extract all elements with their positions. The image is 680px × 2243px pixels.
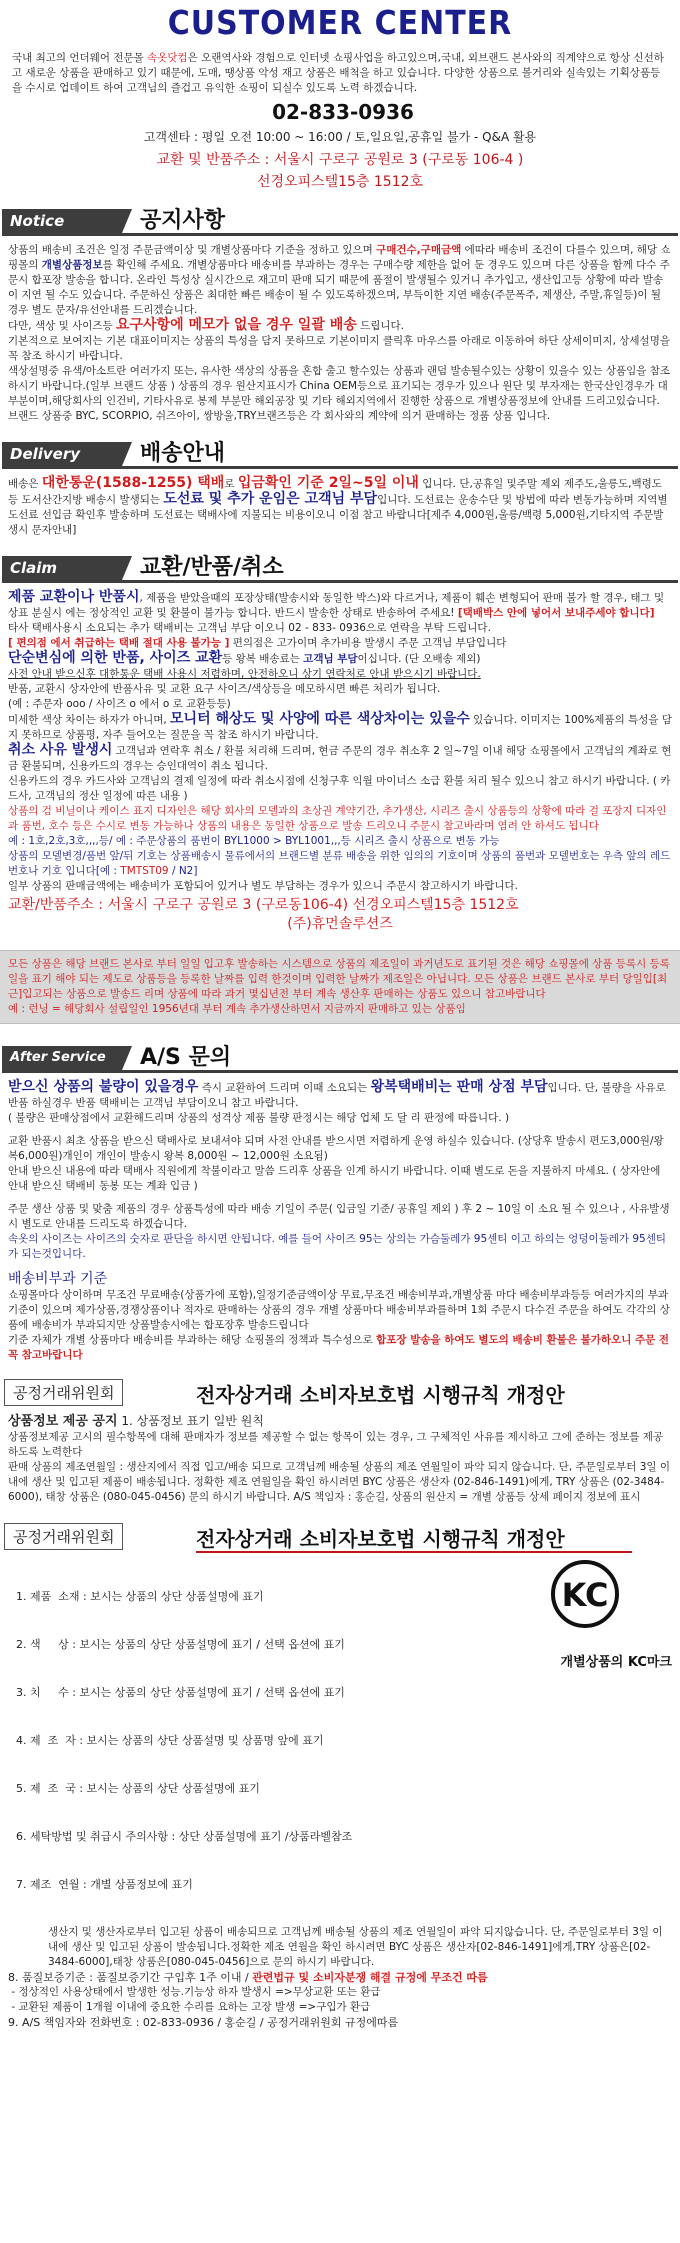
- intro-post: 은 오랜역사와 경험으로 인터넷 쇼핑사업을 하고있으며,국내, 외브랜드 본사와의 직계약으로 항상 신선하고 새로운 상품을 판매하고 있기 때문에, 도매, 땡상품 악성 재고 상품은 배척을 하고 있습니다. 다양한 상품으로 볼거리와 실속있는 기획상품등을 수시로 업데이트 하여 고객님의 즐겁고 유익한 쇼핑이 되실수 있도록 노력 하겠습니다.: [12, 52, 664, 94]
- notice-paragraph-2: [8, 318, 672, 334]
- intro-brand: 속옷닷컴: [147, 52, 188, 64]
- ft2-item-9: 9. A/S 책임자와 전화번호 : 02-833-0936 / 홍순길 / 공정거래위원회 규정에따름: [8, 2016, 399, 2029]
- ft2-item-8a: 8. 품질보증기준 : 품질보증기간 구입후 1주 이내 /: [8, 1971, 253, 1984]
- notice-p2b: 요구사항에 메모가 없을 경우 일괄 배송: [115, 317, 357, 333]
- notice-p2c: 드립니다.: [356, 320, 404, 332]
- delivery-p1e: 입니다. 단,공휴일 및주말 제외 제주도,울릉도,백령도등 도서산간지방 배송시 발생되는: [8, 478, 662, 506]
- delivery-extra-fee: 도선료 및 추가 운임은 고객님 부담: [163, 491, 378, 507]
- delivery-heading: [0, 430, 680, 472]
- as-content: [0, 1076, 680, 1369]
- claim-paragraph-2: 타사 택배사용시 소요되는 추가 택배비는 고객님 부담 이오니 02 - 833- 0936으로 연락을 부탁 드립니다.: [8, 622, 491, 634]
- delivery-p1a: 배송은: [8, 478, 42, 490]
- hours-text: 평일 오전 10:00 ~ 16:00 / 토,일요일,공휴일 불가 - Q&A 활용: [201, 130, 537, 144]
- claim-p9b: 고객님과 연락후 취소 / 환불 처리해 드리며, 현금 주문의 경우 취소후 2 일~7일 이내 해당 쇼핑몰에서 고객님의 계좌로 현금 환불되며, 신용카드의 경우는 승인대역이 취소 됩니다.: [8, 745, 672, 772]
- notice-content: [0, 239, 680, 430]
- claim-paragraph-4: [8, 651, 672, 667]
- claim-paragraph-13: [8, 849, 672, 879]
- delivery-divider: [2, 466, 678, 469]
- ft2-item-8-line-1: - 정상적인 사용상태에서 발생한 성능.기능상 하자 발생시 =>무상교환 또는 환급: [8, 1986, 381, 1998]
- ft1-sub2: 1. 상품정보 표기 일반 원칙: [117, 1414, 264, 1428]
- fair-trade-title-2: 전자상거래 소비자보호법 시행규칙 개정안: [196, 1527, 565, 1551]
- claim-paragraph-12: 예 : 1호,2호,3호,,,,등/ 예 : 주문상품의 품번이 BYL1000 > BYL1001,,,등 시리즈 출시 상품으로 변동 가능: [8, 835, 500, 847]
- claim-p8a: 미세한 색상 차이는 하자가 아니며,: [8, 714, 171, 726]
- phone-label: 고객센타 :: [143, 130, 199, 144]
- ft1-paragraph-2: 판매 상품의 제조연월일 : 생산지에서 직접 입고/배송 되므로 고객님께 배송될 상품의 제조 연월일이 파악 되지 않습니다. 단, 주문일로부터 3일 이내에 생산 및 입고된 제품이 배송됩니다. 정확한 제조 연월일을 확인 하시려면 BYC 상품은 생산자 (02-846-1491)에게, TRY 상품은 (02-3484-6000), 태창 상품은 (080-045-0456) 문의 하시기 바랍니다. A/S 책임자 : 홍순길, 상품의 원산지 = 개별 상품등 상세 페이지 정보에 표시: [8, 1461, 670, 1503]
- as-p1d: 입니다. 단, 불량을 사유로 반품 하실경우 반품 택배비는 고객님 부담이오니 참고 바랍니다.: [8, 1082, 669, 1109]
- ft1-sub: 상품정보 제공 공지: [8, 1414, 118, 1429]
- as-title: A/S 문의: [140, 1045, 232, 1070]
- claim-p4a: 단순변심에 의한 반품, 사이즈 교환: [8, 650, 223, 666]
- kc-mark-text: KC: [561, 1576, 609, 1614]
- kc-mark-label: 개별상품의 KC마크: [560, 1655, 672, 1670]
- as-paragraph-8: [8, 1333, 672, 1363]
- phone-row: [0, 100, 680, 124]
- ft2-item-2: 2. 색 상 : 보시는 상품의 상단 상품설명에 표기 / 선택 옵션에 표기: [16, 1638, 345, 1651]
- notice-paragraph-1: [8, 243, 672, 318]
- release-notice-paragraph-2: 예 : 런닝 = 해당회사 설립일인 1956년대 부터 계속 추가생산하면서 지금까지 판매하고 있는 상품임: [8, 1003, 466, 1015]
- as-paragraph-2: ( 불량은 판매상점에서 교환해드리며 상품의 성격상 제품 불량 판정시는 해당 업체 도 달 리 판정에 따릅니다. ): [8, 1112, 510, 1124]
- claim-p3a: [ 편의점 에서 취급하는 택배 절대 사용 불가능 ]: [8, 637, 230, 649]
- delivery-title: 배송안내: [140, 441, 226, 466]
- claim-p8b: 모니터 해상도 및 사양에 따른 색상차이는 있을수: [170, 711, 470, 727]
- intro-pre: 국내 최고의 언더웨어 전문몰: [12, 52, 148, 64]
- fair-trade-title-1: 전자상거래 소비자보호법 시행규칙 개정안: [196, 1383, 565, 1407]
- ft2-item-3: 3. 치 수 : 보시는 상품의 상단 상품설명에 표기 / 선택 옵션에 표기: [16, 1686, 345, 1699]
- fair-trade-badge-2: 공정거래위원회: [4, 1523, 123, 1550]
- release-date-notice: [0, 950, 680, 1024]
- as-paragraph-7: 쇼핑몰마다 상이하며 무조건 무료배송(상품가에 포함),일정기준금액이상 무료,무조건 배송비부과,개별상품 마다 배송비부과등등 여러가지의 부과 기준이 있으며 제가상품,경쟁상품이나 적자로 판매하는 상품의 경우 개별 상품마다 배송비부과를하며 1회 주문시 다수건 주문을 하여도 각각의 상품에 배송비가 부과되지만 상품발송시에는 합포장후 발송드립니다: [8, 1289, 672, 1331]
- notice-tag: Notice: [2, 209, 122, 233]
- claim-p9a: 취소 사유 발생시: [8, 742, 113, 758]
- fair-trade-subhead-1: [8, 1413, 672, 1430]
- claim-paragraph-5: 사전 안내 받으신후 대한통운 택배 사용시 저렴하며, 안전하오니 상기 연락처로 안내 받으시기 바랍니다.: [8, 668, 481, 680]
- fair-trade-content-1: [0, 1409, 680, 1511]
- as-paragraph-3: 교환 반품시 최초 상품을 받으신 택배사로 보내셔야 되며 사전 안내를 받으시면 저렴하게 운영 하실수 있습니다. (상당후 발송시 편도3,000원/왕복6,000원)개인이 개인이 발송시 왕복 8,000원 ~ 12,000원 소요됨): [8, 1135, 664, 1162]
- return-address: 교환 및 반품주소 : 서울시 구로구 공원로 3 (구로동 106-4 ): [156, 152, 524, 168]
- as-p1c: 왕복택배비는 판매 상점 부담: [370, 1079, 548, 1095]
- intro-text: [12, 51, 668, 96]
- claim-return-address: 교환/반품주소 : 서울시 구로구 공원로 3 (구로동106-4) 선경오피스텔15층 1512호: [8, 897, 519, 913]
- hours-row: [0, 128, 680, 145]
- claim-paragraph-11: 상품의 검 비닐이나 케이스 표지 디자인은 해당 회사의 모델과의 초상권 계약기간, 추가생산, 시리즈 출시 상품등의 상황에 따라 걸 포장지 디자인과 품번, 호수 등은 수시로 변동 가능하나 상품의 내용은 동일한 상품으로 발송 드리오니 주문시 참고바라며 염려 안 하셔도 됩니다: [8, 805, 667, 832]
- notice-heading: [0, 197, 680, 239]
- ft2-item-6: 6. 세탁방법 및 취급시 주의사항 : 상단 상품설명에 표기 /상품라벨참조: [16, 1830, 353, 1843]
- notice-divider: [2, 233, 678, 236]
- claim-paragraph-3: [8, 636, 672, 651]
- claim-paragraph-7: (예 : 주문자 ooo / 사이즈 o 에서 o 로 교환등등): [8, 698, 231, 710]
- claim-paragraph-6: 반품, 교환시 상자안에 반품사유 및 교환 요구 사이즈/색상등을 메모하시면 빠른 처리가 됩니다.: [8, 683, 441, 695]
- as-paragraph-1: [8, 1080, 672, 1111]
- ft2-item-7-detail: 생산지 및 생산자로부터 입고된 상품이 배송되므로 고객님께 배송될 상품의 제조 연월일이 파악 되지않습니다. 단, 주문일로부터 3일 이내에 생산 및 입고된 상품이 발송됩니다.정확한 제조 연월을 확인 하시려면 BYC 상품은 생산자[02-846-1491]에게,TRY 상품은[02-3484-6000],태창 상품은[080-045-0456]으로 문의 하시기 바랍니다.: [48, 1926, 663, 1968]
- ft2-item-5: 5. 제 조 국 : 보시는 상품의 상단 상품설명에 표기: [16, 1782, 260, 1795]
- claim-p4b: 등 왕복 배송료는: [222, 653, 304, 665]
- kc-mark-block: [550, 1559, 620, 1641]
- claim-paragraph-10: 신용카드의 경우 카드사와 고객님의 결제 일정에 따라 취소시점에 신청구후 익월 마이너스 소급 환불 처리 될수 있으니 참고 하시기 바랍니다. ( 카드사, 고객님의 정산 일정에 따른 내용 ): [8, 775, 671, 802]
- notice-p1a: 상품의 배송비 조건은 일정 주문금액이상 및 개별상품마다 기준을 정하고 있으며: [8, 244, 377, 256]
- as-p8a: 기준 자체가 개별 상품마다 배송비를 부과하는 해당 쇼핑몰의 정책과 특수성으로: [8, 1334, 377, 1346]
- claim-paragraph-1: [8, 590, 672, 621]
- as-p8b: 합포장 발송을 하여도 별도의 배송비 환불은 불가하오니 주문 전 꼭 참고바랍니다: [8, 1334, 673, 1361]
- claim-p4d: 이십니다. (단 오배송 제외): [357, 653, 481, 665]
- claim-divider: [2, 580, 678, 583]
- ft2-item-7: 7. 제조 연월 : 개별 상품정보에 표기: [16, 1878, 193, 1891]
- ft2-item-1: 1. 제품 소재 : 보시는 상품의 상단 상품설명에 표기: [16, 1590, 264, 1603]
- notice-paragraph-4: 색상설명중 유색/아소트란 여러가지 또는, 유사한 색상의 상품을 혼합 출고 할수있는 상품과 랜덤 발송될수있는 상황이 있을수 있는 상품임을 참조하시기 바랍니다.(일부 브랜드 상품 ) 상품의 경우 원산지표시가 China OEM등으로 표기되는 경우가 있으나 원단 및 부자재는 한국산인경우가 대부분이며,해당회사의 인건비, 기타사유로 봉제 부분만 해외공장 및 기타 해외지역에서 진행한 상품으로 개별상품정보에 안내를 드리고있습니다. 브랜드 상품중 BYC, SCORPIO, 쉬즈아이, 쌍방울,TRY브랜즈등은 각 회사와의 계약에 의거 판매하는 정품 상품 입니다.: [8, 365, 671, 422]
- page-title: CUSTOMER CENTER: [167, 4, 513, 43]
- notice-p1e: 를 확인해 주세요. 개별상품마다 배송비를 부과하는 경우는 구매수량 제한을 없어 둔 경우도 있으며 다른 상품을 함께 다수 주문시 합포장 발송을 합니다. 온라인 특성상 실시간으로 재고미 판매 되기 때문에 품절이 발생될수 있거니 추가입고, 생산입고등 상황에 따라 발송이 지연 될 수도 있습니다. 주문하신 상품은 최대한 빠른 배송이 될 수 있도록하겠으며, 부득이한 지연 배송(주문폭주, 제생산, 주말,휴일등)이 될 경우 별도 문자/유선안내를 드리겠습니다.: [8, 259, 670, 316]
- delivery-content: [0, 472, 680, 544]
- ft1-paragraph-1: 상품정보제공 고시의 필수항목에 대해 판매자가 정보를 제공할 수 없는 항목이 있는 경우, 그 구체적인 사유를 제시하고 그에 준하는 정보를 제공하도록 노력한다: [8, 1431, 664, 1458]
- ft2-item-8-line-2: - 교환된 제품이 1개월 이내에 중요한 수리를 요하는 고장 발생 =>구입가 환급: [8, 2001, 371, 2013]
- claim-p1a: 제품 교환이나 반품시: [8, 589, 140, 605]
- claim-tag: Claim: [2, 556, 122, 580]
- claim-content: [0, 586, 680, 940]
- ft2-item-8: [8, 1970, 672, 1985]
- claim-p1c: [택배박스 안에 넣어서 보내주세야 합니다]: [457, 607, 655, 619]
- claim-heading: [0, 544, 680, 586]
- claim-p3b: 편의점은 고가이며 추가비용 발생시 주문 고객님 부담입니다: [229, 637, 507, 649]
- delivery-tag: Delivery: [2, 442, 122, 466]
- delivery-p1c: 로: [224, 478, 238, 490]
- notice-title: 공지사항: [140, 208, 226, 233]
- as-paragraph-4: 안내 받으신 내용에 따라 택배사 직원에게 착불이라고 말씀 드리후 상품을 인계 하시기 바랍니다. 이때 별도로 돈을 지불하지 마세요. ( 상자안에 안내 받으신 택배비 동봉 또는 계좌 입금 ): [8, 1165, 664, 1192]
- as-tag: After Service: [2, 1046, 122, 1070]
- ft2-item-8b: 관련법규 및 소비자분쟁 해결 규정에 무조건 따름: [252, 1971, 488, 1984]
- fair-trade-content-2: [0, 1553, 680, 2036]
- claim-p8c: 있습니다. 이미지는 100%제품의 특성을 담지 못하므로 상품평, 자주 들어오는 질문을 꼭 참조 하시기 바랍니다.: [8, 714, 672, 741]
- claim-p13a: 상품의 모델변경/품번 앞/뒤 기호는 상품배송시 물류에서의 브랜드별 분류 배송을 위한 임의의 기호이며 상품의 품번과 모델번호는 우측 앞의 레드 번호나 기호 입니다[예 :: [8, 850, 674, 877]
- claim-company: (주)휴먼솔루션즈: [287, 916, 393, 932]
- notice-p1b: 구매건수,구매금액: [376, 244, 462, 256]
- kc-mark-icon: [550, 1559, 620, 1637]
- as-heading: [0, 1034, 680, 1076]
- claim-paragraph-9: [8, 743, 672, 774]
- release-notice-paragraph-1: 모든 상품은 해당 브랜드 본사로 부터 일일 입고후 발송하는 시스템으로 상품의 제조일이 과거년도로 표기된 것은 해당 쇼핑몰에 상품 등록시 등록일을 표기 해야 되는 제도로 상품등을 등록한 날짜를 입력 한것이며 입력한 날짜가 제조일은 아닙니다. 모든 상품은 브랜드 본사로 부터 당일입[최근]입고되는 상품으로 발송드 리며 상품에 따라 과거 몇십년전 부터 계속 생산후 판매하는 상품도 있으니 참고바랍니다: [8, 958, 670, 1000]
- claim-title: 교환/반품/취소: [140, 555, 284, 580]
- delivery-period: 입금확인 기준 2일~5일 이내: [237, 475, 419, 491]
- as-paragraph-5: 주문 생산 상품 및 맞춤 제품의 경우 상품특성에 따라 배송 기일이 주문( 입금일 기준/ 공휴일 제외 ) 후 2 ~ 10일 이 소요 될 수 있으나 , 사유발생시 별도로 안내를 드리도록 하겠습니다.: [8, 1203, 670, 1230]
- claim-paragraph-14: 일부 상품의 판매금액에는 배송비가 포함되어 있거나 별도 부담하는 경우가 있으니 주문시 참고하시기 바랍니다.: [8, 880, 518, 892]
- delivery-carrier: 대한통운(1588-1255) 택배: [41, 475, 225, 491]
- fair-trade-heading-1: [0, 1375, 680, 1409]
- customer-phone: 02-833-0936: [272, 100, 414, 124]
- fair-trade-item-list: [8, 1557, 536, 1925]
- as-p1a: 받으신 상품의 불량이 있을경우: [8, 1079, 199, 1095]
- notice-paragraph-3: 기본적으로 보여지는 기본 대표이미지는 상품의 특성을 담지 못하므로 기본이미지 클릭후 마우스를 아래로 이동하여 하단 상세이미지, 상세설명을 꼭 참조 하시기 바랍니다.: [8, 335, 674, 362]
- customer-center-header: [0, 0, 680, 191]
- return-address-2: 선경오피스텔15층 1512호: [256, 174, 424, 190]
- ft2-item-4: 4. 제 조 자 : 보시는 상품의 상단 상품설명 및 상품명 앞에 표기: [16, 1734, 324, 1747]
- notice-p2a: 다만, 색상 및 사이즈등: [8, 320, 116, 332]
- as-shipping-subheading: 배송비부과 기준: [8, 1271, 108, 1287]
- notice-p1c: 에따라 배송비 조건이 다를수 있으며, 해당 쇼핑몰의: [8, 244, 671, 271]
- claim-p1b: , 제품을 받았을때의 포장상태(발송시와 동일한 박스)와 다르거나, 제품이 훼손 변형되어 판매 불가 할 경우, 태그 및 상표 분실시 에는 정상적인 교환 및 환불이 불가능 합니다. 반드시 발송한 상태로 반송하여 주세요!: [8, 592, 668, 619]
- delivery-p1g: 입니다. 도선료는 운송수단 및 방법에 따라 변동가능하며 지역별 도선료 선입금 확인후 발송하며 도선료는 택배사에 지불되는 비용이오니 이점 참고 바랍니다[제주 4,000원,울릉/백령 5,000원,기타지역 주문발생시 문자안내]: [8, 494, 671, 536]
- as-p1b: 즉시 교환하여 드리며 이때 소요되는: [198, 1082, 371, 1094]
- claim-p13c: / N2]: [168, 865, 198, 877]
- claim-p4c: 고객님 부담: [303, 653, 358, 665]
- notice-p1d: 개별상품정보: [41, 259, 103, 271]
- as-divider: [2, 1070, 678, 1073]
- fair-trade-heading-2: [0, 1519, 680, 1553]
- delivery-paragraph: [8, 476, 672, 538]
- claim-model-example: TMTST09: [120, 865, 169, 877]
- as-paragraph-6: 속옷의 사이즈는 사이즈의 숫자로 판단을 하시면 안됩니다. 예를 들어 사이즈 95는 상의는 가슴둘레가 95센티 이고 하의는 엉덩이둘레가 95센티가 되는것입니다.: [8, 1233, 667, 1260]
- fair-trade-badge-1: 공정거래위원회: [4, 1379, 123, 1406]
- claim-paragraph-8: [8, 712, 672, 743]
